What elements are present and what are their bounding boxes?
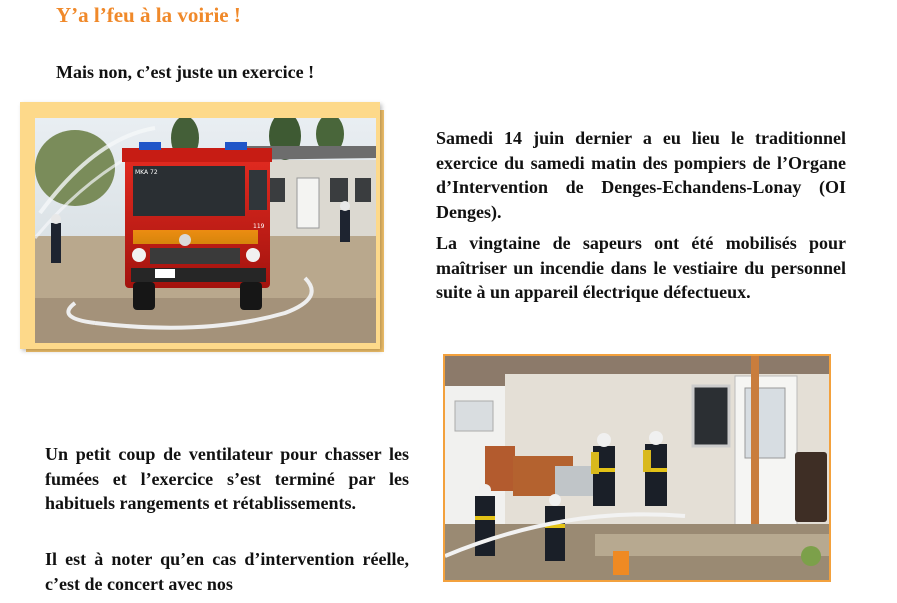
article-subtitle: Mais non, c’est juste un exercice ! xyxy=(56,62,315,82)
paragraph-ventilation: Un petit coup de ventilateur pour chasser les fumées et l’exercice s’est terminé par les habituels rangements et rétablissements. xyxy=(45,444,409,513)
article-title: Y’a l’feu à la voirie ! xyxy=(56,3,241,27)
paragraph-exercise-date: Samedi 14 juin dernier a eu lieu le traditionnel exercice du samedi matin des pompiers de l’Organe d’Intervention de Denges-Echandens-Lonay (OI Denges). xyxy=(436,128,846,222)
firefighters-photo xyxy=(443,354,831,582)
paragraph-mobilisation: La vingtaine de sapeurs ont été mobilisés pour maîtriser un incendie dans le vestiaire du personnel suite à un appareil électrique défectueux. xyxy=(436,233,846,302)
truck-number-label: 119 xyxy=(253,223,265,230)
truck-plate-label: MKA 72 xyxy=(135,169,158,176)
paragraph-intervention-note: Il est à noter qu’en cas d’intervention réelle, c’est de concert avec nos xyxy=(45,549,409,594)
fire-truck-photo xyxy=(35,118,376,343)
